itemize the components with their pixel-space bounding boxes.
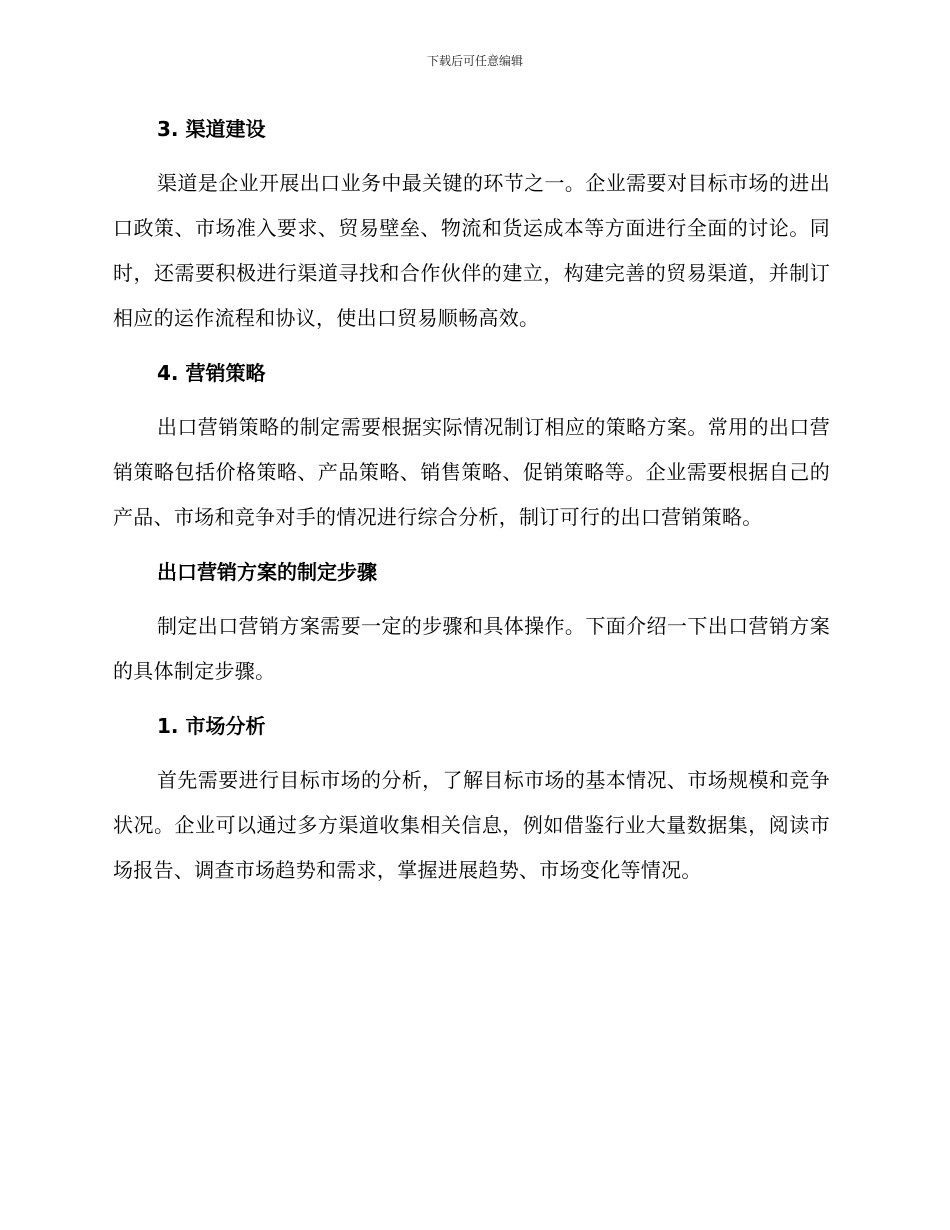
section-heading-marketing-strategy: 4. 营销策略 xyxy=(157,361,266,385)
section-paragraph-market-analysis: 首先需要进行目标市场的分析，了解目标市场的基本情况、市场规模和竞争状况。企业可以通过多方渠道收集相关信息，例如借鉴行业大量数据集，阅读市场报告、调查市场趋势和需求，掌握进展趋势、市场变化等情况。 xyxy=(113,768,830,882)
document-body xyxy=(113,112,830,893)
section-heading-channel: 3. 渠道建设 xyxy=(157,117,266,141)
section-heading-market-analysis: 1. 市场分析 xyxy=(157,714,266,738)
section-paragraph-channel: 渠道是企业开展出口业务中最关键的环节之一。企业需要对目标市场的进出口政策、市场准入要求、贸易壁垒、物流和货运成本等方面进行全面的讨论。同时，还需要积极进行渠道寻找和合作伙伴的建立，构建完善的贸易渠道，并制订相应的运作流程和协议，使出口贸易顺畅高效。 xyxy=(113,171,830,330)
page-header: 下载后可任意编辑 xyxy=(426,54,523,68)
section-paragraph-marketing-strategy: 出口营销策略的制定需要根据实际情况制订相应的策略方案。常用的出口营销策略包括价格策略、产品策略、销售策略、促销策略等。企业需要根据自己的产品、市场和竞争对手的情况进行综合分析，制订可行的出口营销策略。 xyxy=(113,415,830,529)
section-heading-planning-steps: 出口营销方案的制定步骤 xyxy=(157,560,377,584)
section-paragraph-planning-steps: 制定出口营销方案需要一定的步骤和具体操作。下面介绍一下出口营销方案的具体制定步骤。 xyxy=(113,614,830,683)
